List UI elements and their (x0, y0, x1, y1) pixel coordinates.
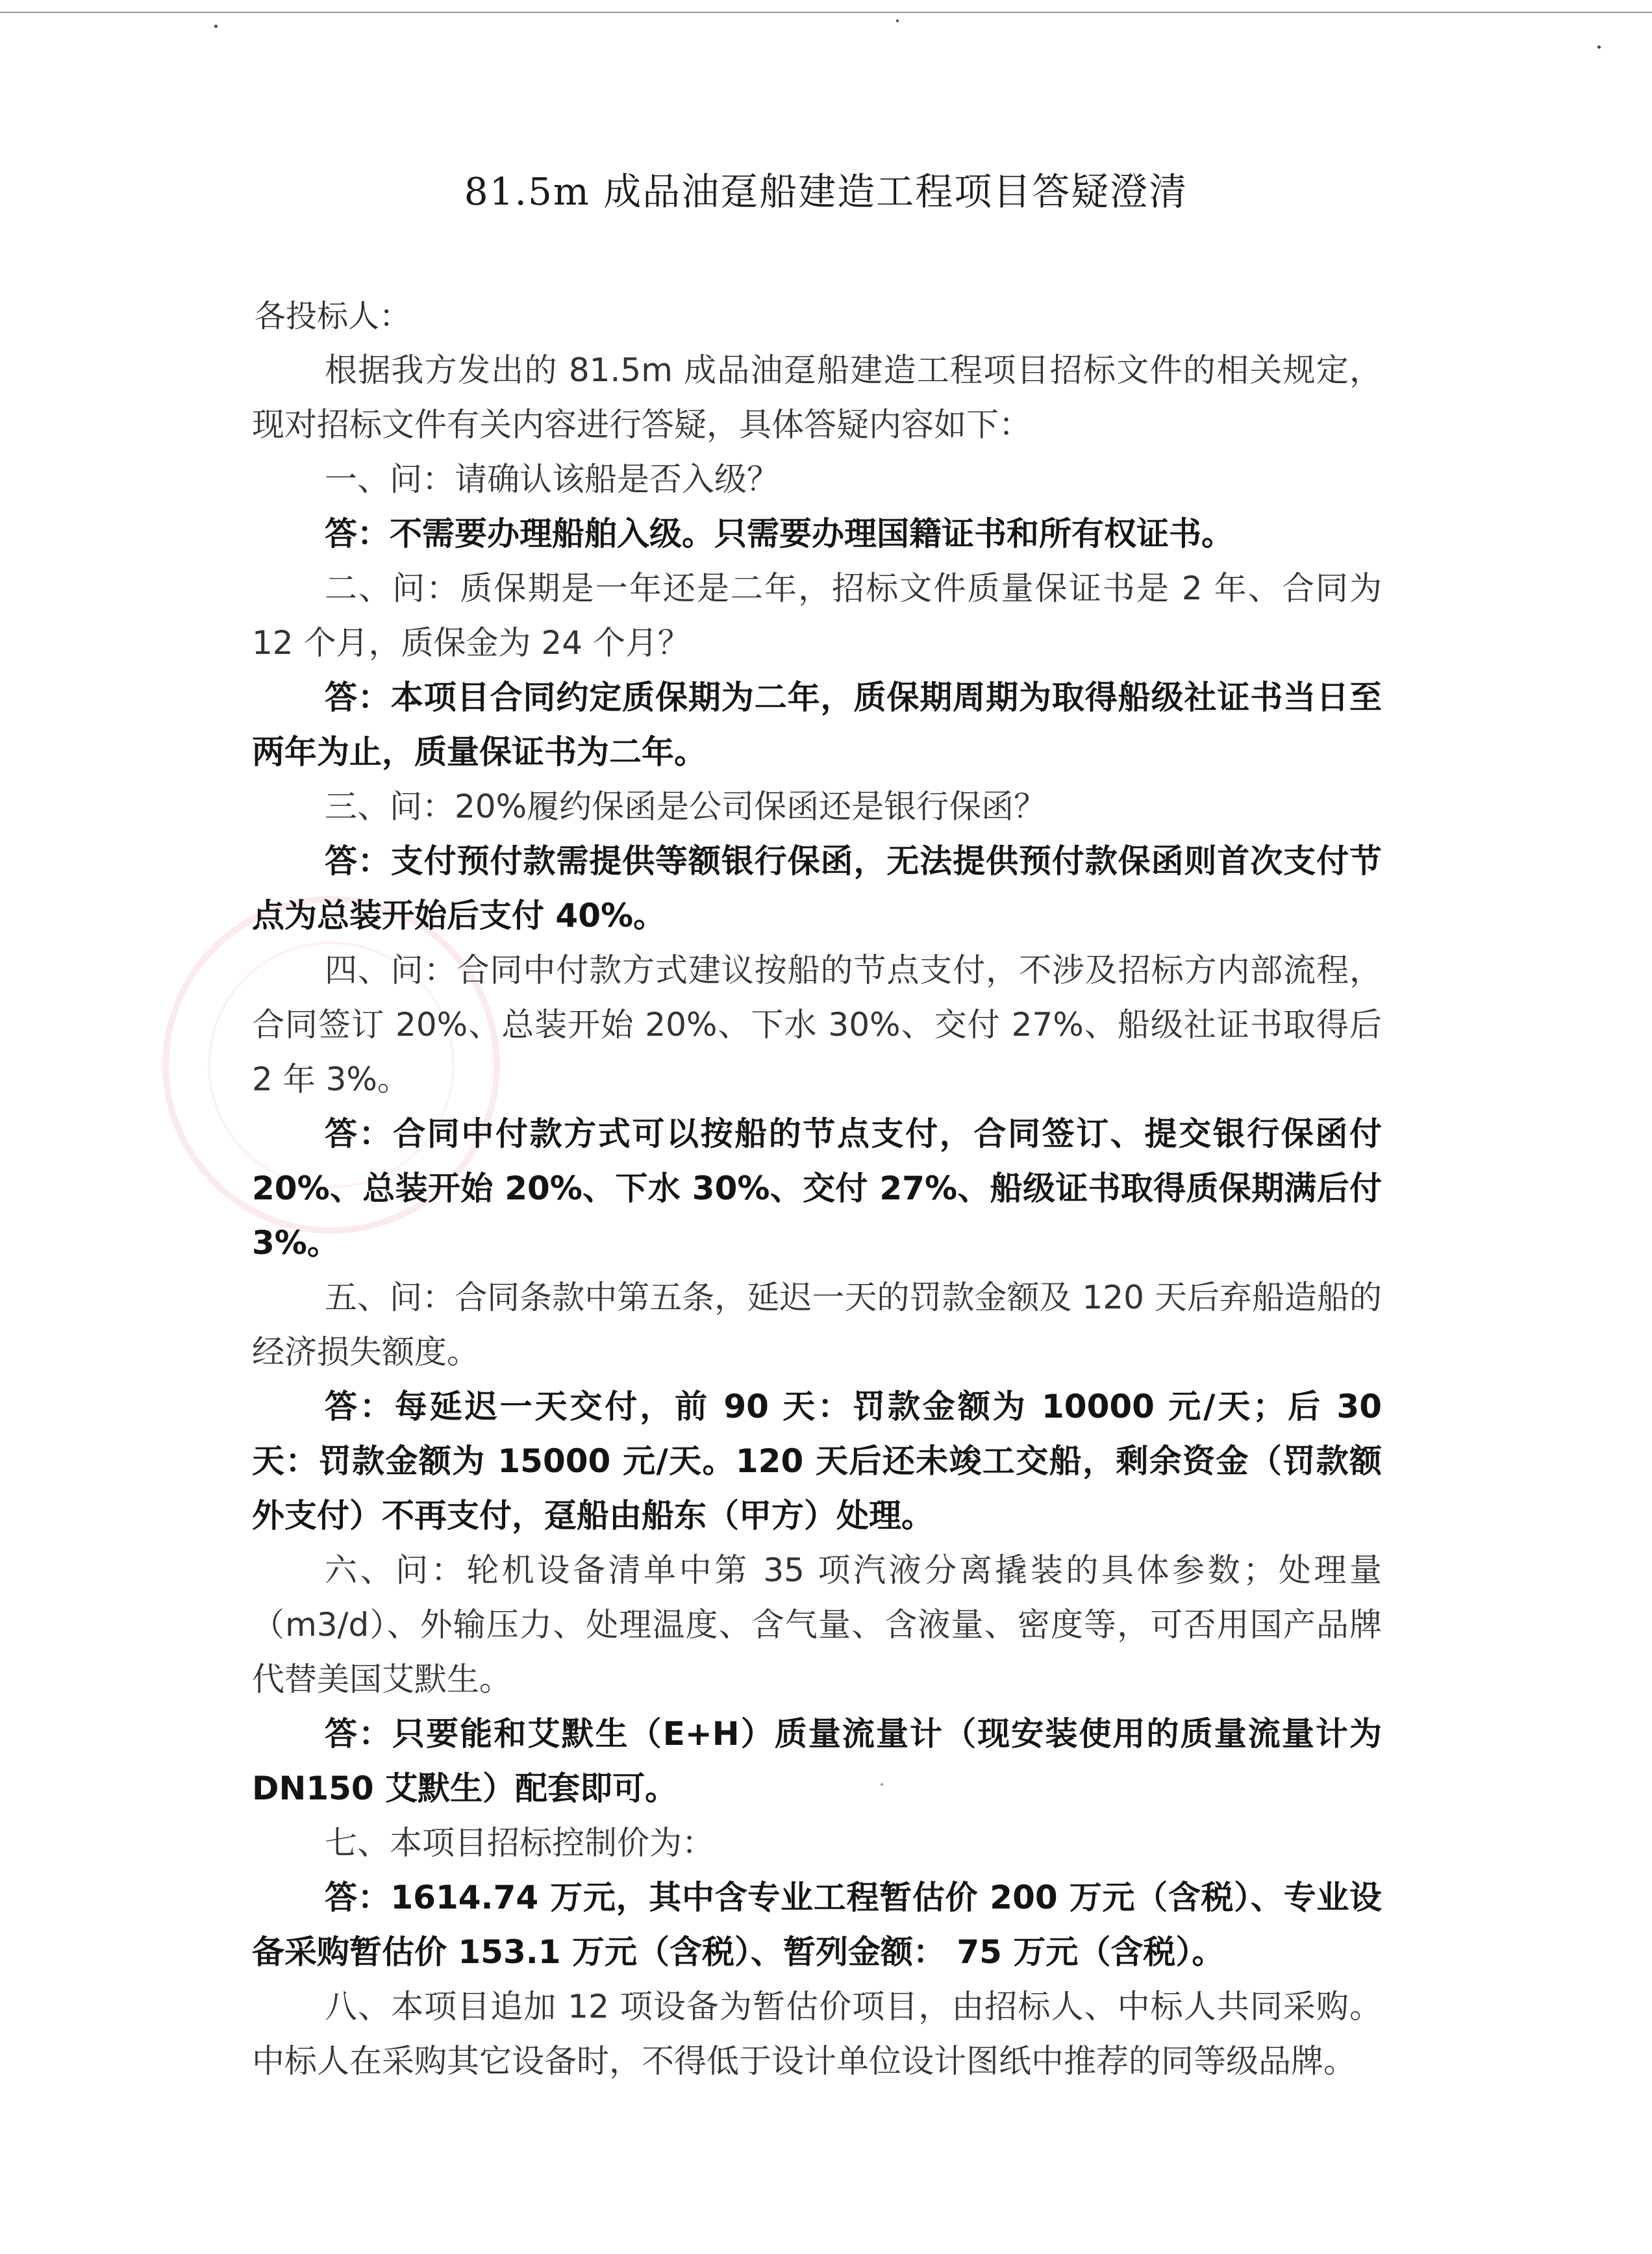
intro-paragraph: 根据我方发出的 81.5m 成品油趸船建造工程项目招标文件的相关规定，现对招标文件有关内容进行答疑，具体答疑内容如下： (252, 351, 1382, 444)
answer-4: 答：合同中付款方式可以按船的节点支付，合同签订、提交银行保函付 20%、总装开始 20%、下水 30%、交付 27%、船级证书取得质保期满后付 3%。 (252, 1115, 1382, 1262)
question-4: 四、问：合同中付款方式建议按船的节点支付，不涉及招标方内部流程，合同签订 20%、总装开始 20%、下水 30%、交付 27%、船级社证书取得后 2 年 3%。 (252, 951, 1382, 1098)
page-title: 81.5m 成品油趸船建造工程项目答疑澄清 (464, 169, 1188, 214)
answer-1: 答：不需要办理船舶入级。只需要办理国籍证书和所有权证书。 (325, 515, 1234, 553)
scan-speck (214, 25, 218, 28)
salutation: 各投标人： (255, 298, 411, 334)
scan-top-edge (0, 12, 1652, 13)
question-6: 六、问：轮机设备清单中第 35 项汽液分离撬装的具体参数；处理量（m3/d）、外输压力、处理温度、含气量、含液量、密度等，可否用国产品牌代替美国艾默生。 (252, 1551, 1382, 1698)
answer-3: 答：支付预付款需提供等额银行保函，无法提供预付款保函则首次支付节点为总装开始后支付 40%。 (252, 842, 1382, 934)
document-body (252, 343, 1382, 2088)
answer-2: 答：本项目合同约定质保期为二年，质保期周期为取得船级社证书当日至两年为止，质量保证书为二年。 (252, 679, 1382, 771)
question-5: 五、问：合同条款中第五条，延迟一天的罚款金额及 120 天后弃船造船的经济损失额度。 (252, 1279, 1382, 1371)
closing-paragraph: 八、本项目追加 12 项设备为暂估价项目，由招标人、中标人共同采购。中标人在采购其它设备时，不得低于设计单位设计图纸中推荐的同等级品牌。 (252, 1988, 1382, 2080)
scan-speck (896, 19, 899, 22)
question-1: 一、问：请确认该船是否入级？ (325, 460, 779, 498)
question-3: 三、问：20%履约保函是公司保函还是银行保函？ (325, 788, 1047, 825)
question-2: 二、问：质保期是一年还是二年，招标文件质量保证书是 2 年、合同为 12 个月，质保金为 24 个月？ (252, 570, 1382, 662)
answer-7: 答：1614.74 万元，其中含专业工程暂估价 200 万元（含税）、专业设备采购暂估价 153.1 万元（含税）、暂列金额： 75 万元（含税）。 (252, 1879, 1382, 1971)
answer-6: 答：只要能和艾默生（E+H）质量流量计（现安装使用的质量流量计为 DN150 艾默生）配套即可。 (252, 1715, 1382, 1807)
item-7-heading: 七、本项目招标控制价为： (325, 1824, 714, 1862)
answer-5: 答：每延迟一天交付，前 90 天：罚款金额为 10000 元/天；后 30 天：罚款金额为 15000 元/天。120 天后还未竣工交船，剩余资金（罚款额外支付）不再支付，趸船由船东（甲方）处理。 (252, 1388, 1382, 1534)
scan-speck (1597, 45, 1601, 49)
